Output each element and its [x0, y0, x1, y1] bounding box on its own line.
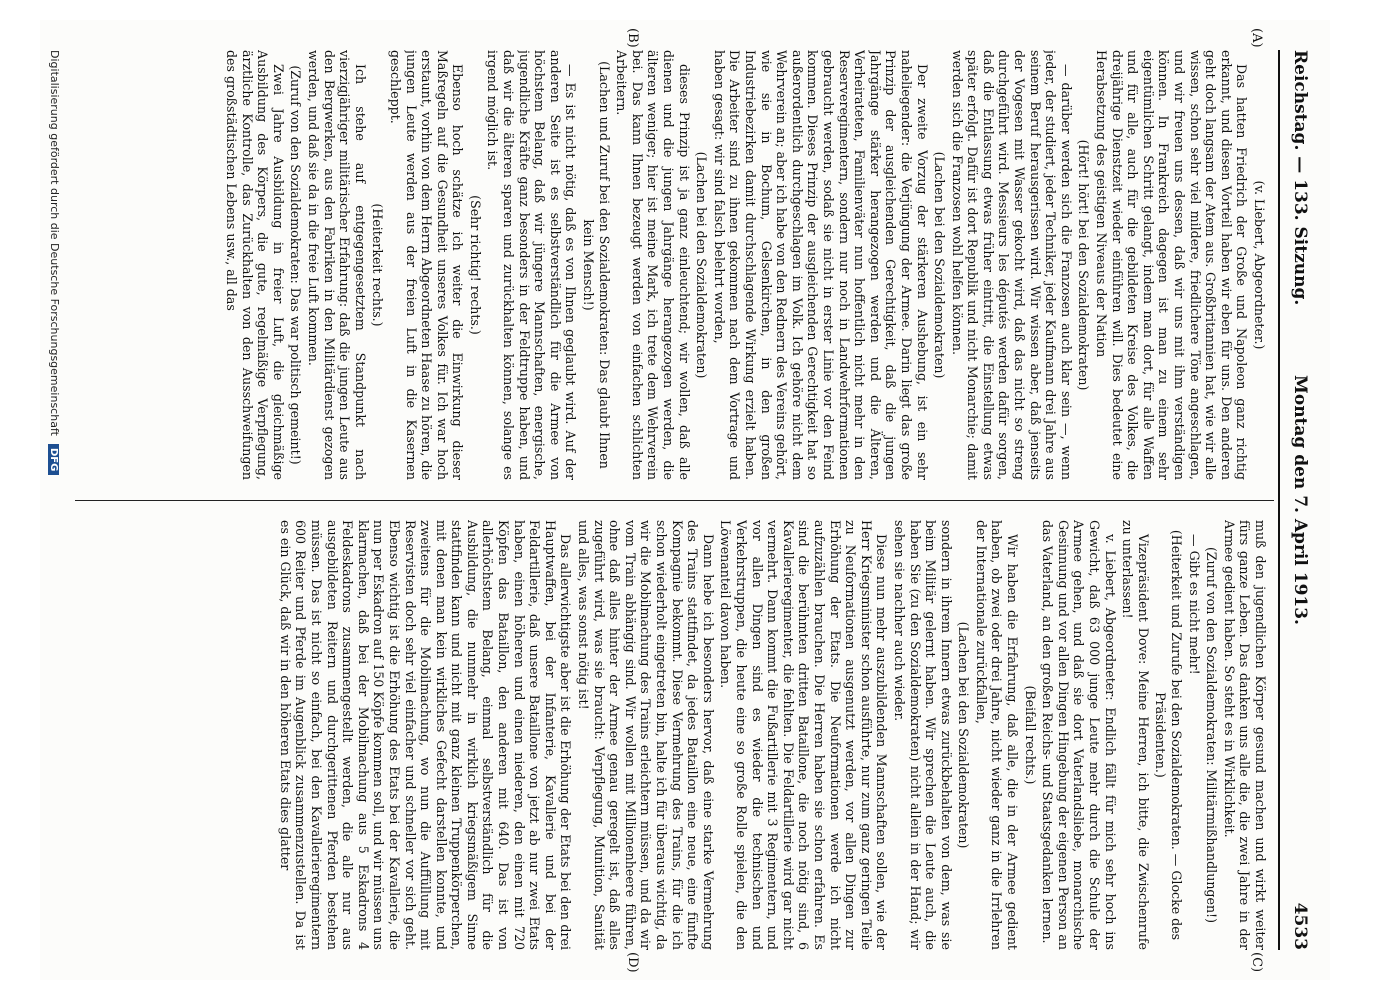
- margin-mark-b: (B): [625, 28, 640, 48]
- right-column: [70, 520, 1268, 950]
- stage-direction: (Zuruf von den Sozialdemokraten: Das war politisch gemeint!): [288, 65, 304, 465]
- stage-direction: (v. Liebert, Abgeordneter.): [1252, 180, 1267, 350]
- stage-direction: (Heiterkeit und Zurufe bei den Sozialdemokraten. — Glocke des Präsidenten.): [1153, 529, 1185, 941]
- paragraph: Vizepräsident Dove: Meine Herren, ich bitte, die Zwischenrufe zu unterlassen!: [1120, 520, 1151, 950]
- stage-direction: (Heiterkeit rechts.): [370, 203, 386, 327]
- paragraph: Ebenso hoch schätze ich weiter die Einwirkung dieser Maßregeln auf die Gesundheit unseres Volkes für. Ich war hoch erstaunt, vorhin von dem Herrn Abgeordneten Haase zu hören, die jungen Leute werden aus der freien Luft in die Kasernen geschleppt.: [387, 50, 466, 480]
- paragraph: Zwei Jahre Ausbildung in freier Luft, die gleichmäßige Ausbildung des Körpers, die gute, regelmäßige Verpflegung, ärztliche Kontrolle, das Zurückhalten von den Ausschweifungen des großstädtischen Lebens usw., all das: [224, 50, 286, 480]
- paragraph: v. Liebert, Abgeordneter: Endlich fällt für mich sehr hoch ins Gewicht, daß 63 000 junge Leute mehr durch die Schule der Armee gehen, und daß sie dort Vaterlandsliebe, monarchische Gesinnung und vor allen Dingen Hingebung der eigenen Person an das Vaterland, an den großen Reichs- und Staatsgedanken lernen.: [1040, 520, 1118, 950]
- page-number: 4533: [1290, 902, 1310, 950]
- credit-text: Digitalisierung gefördert durch die Deutsche Forschungsgemeinschaft: [48, 50, 61, 436]
- paragraph: — Es ist nicht nötig, daß es von Ihnen geglaubt wird. Auf der anderen Seite ist es selbstverständlich für die Armee von höchstem Belang, daß wir jüngere Mannschaften, energische, jugendliche Kräfte ganz besonders in der Feldtruppe haben, und daß wir die älteren sparen und zurückhalten können, solange es irgend möglich ist.: [485, 50, 579, 480]
- stage-direction: (Lachen und Zuruf bei den Sozialdemokraten: Das glaubt Ihnen kein Mensch!): [581, 61, 612, 469]
- paragraph: Wir haben die Erfahrung, daß alle, die in der Armee gedient haben, ob zwei oder drei Jahre, nicht wieder ganz in die Irrlehren der Internationale zurückfallen,: [973, 520, 1021, 950]
- header-session: Reichstag. — 133. Sitzung.: [1290, 50, 1310, 306]
- paragraph: muß den jugendlichen Körper gesund machen und wirkt weiter fürs ganze Leben. Das danken uns alle die, die zwei Jahre in der Armee gedient haben. So steht es in Wirklichkeit.: [1221, 520, 1268, 950]
- paragraph: Das allerwichtigste aber ist die Erhöhung der Etats bei den drei Hauptwaffen, bei der Infanterie, Kavallerie und bei der Feldartillerie, daß unsere Bataillone von jetzt ab nur zwei Etats haben, einen höheren und einen niederen, den einen mit 720 Köpfen das Bataillon, den anderen mit 640. Das ist von allerhöchstem Belang, einmal selbstverständlich für die Ausbildung, die nunmehr in wirklich kriegsmäßigem Sinne stattfinden kann und nicht mit ganz kleinen Truppenkörperchen, mit denen man kein wirkliches Gefecht darstellen konnte, und zweitens für die Mobilmachung, wo nun die Auffüllung mit Reservisten doch sehr viel einfacher und schneller vor sich geht. Ebenso wichtig ist die Erhöhung des Etats bei der Kavallerie, die nun per Eskadron auf 150 Köpfe kommen soll, und wir müssen uns klarmachen, daß bei der Mobilmachung aus 5 Eskadrons 4 Feldeskadrons zusammengestellt werden, die alle nur aus ausgebildeten Reitern und durchgerittenen Pferden bestehen müssen. Das ist nicht so einfach, bei den Kavallerieregimentern 600 Reiter und Pferde im Augenblick zusammenzustellen. Da ist es ein Glück, daß wir in den höheren Etats dies glatter: [277, 520, 574, 950]
- margin-mark-a: (A): [1249, 28, 1264, 48]
- margin-mark-d: (D): [625, 952, 640, 973]
- paragraph: Dann hebe ich besonders hervor, daß eine starke Vermehrung des Trains stattfindet, da jedes Bataillon eine neue, eine fünfte Kompagnie bekommt. Diese Vermehrung des Trains, für die ich schon wiederholt eingetreten bin, halte ich für überaus wichtig, da wir die Mobilmachung des Trains erleichtern müssen, und da wir vom Train abhängig sind. Wir wollen mit Millionenheere führen, ohne daß alles hinter der Armee genau geregelt ist, daß alles zugeführt wird, was sie braucht: Verpflegung, Munition, Sanität und alles, was sonst nötig ist!: [576, 520, 716, 950]
- stage-direction: (Hört! hört! bei den Sozialdemokraten): [1076, 139, 1092, 391]
- paragraph: sondern in ihrem Innern etwas zurückbehalten von dem, was sie beim Militär gelernt haben. Wir sprechen die Leute auch, die haben Sie (zu den Sozialdemokraten) nicht allein in der Hand; wir sehen sie nachher auch wieder.: [891, 520, 954, 950]
- stage-direction: (Sehr richtig! rechts.): [467, 195, 483, 335]
- header-rule: [1278, 50, 1280, 950]
- paragraph: Diese nun mehr auszubildenden Mannschaften sollen, wie der Herr Kriegsminister schon ausführte, nur zum ganz geringen Teile zu Neuformationen ausgenutzt werden, vor allen Dingen zur Erhöhung der Etats. Die Neuformationen werde ich nicht aufzuzählen brauchen. Die Herren haben sie schon erfahren. Es sind die berühmten dritten Bataillone, die noch nötig sind, 6 Kavallerieregimenter, die fehlten. Die Feldartillerie wird gar nicht vermehrt. Dann kommt die Fußartillerie mit 3 Regimentern, und vor allen Dingen sind es wieder die technischen und Verkehrstruppen, die heute eine so große Rolle spielen, die den Löwenanteil davon haben.: [718, 520, 890, 950]
- dfg-logo: DFG: [48, 444, 59, 475]
- paragraph: Der zweite Vorzug der stärkeren Aushebung, ist ein sehr naheliegender: die Verjüngung der Armee. Darin liegt das große Prinzip der ausgleichenden Gerechtigkeit, daß die jungen Jahrgänge stärker herangezogen werden und die Älteren, Verheirateten, Familienväter nun hoffentlich nicht mehr in den Reserveregimentern, sondern nur noch in Landwehrformationen gebraucht werden, sodaß sie nicht in erster Linie vor den Feind kommen. Dieses Prinzip der ausgleichenden Gerechtigkeit hat so außerordentlich durchgeschlagen im Volk. Ich gehöre nicht dem Wehrverein an; aber ich habe von den Rednern des Vereins gehört, wie sie in Bochum, Gelsenkirchen, in den großen Industriebezirken damit durchschlagende Wirkung erzielt haben. Die Arbeiter sind zu ihnen gekommen nach dem Vortrage und haben gesagt: wir sind falsch belehrt worden,: [711, 50, 930, 480]
- stage-direction: (Beifall rechts.): [1022, 685, 1038, 785]
- header-date: Montag den 7. April 1913.: [1290, 375, 1310, 625]
- stage-direction: (Lachen bei den Sozialdemokraten): [694, 151, 710, 379]
- margin-mark-c: (C): [1249, 952, 1264, 973]
- stage-direction: (Lachen bei den Sozialdemokraten): [932, 151, 948, 379]
- digitization-credit: [48, 50, 61, 475]
- column-divider: [75, 500, 1274, 501]
- left-column: [70, 50, 1268, 480]
- scanned-page: [40, 20, 1330, 980]
- paragraph: — darüber werden sich die Franzosen auch klar sein —, wenn jeder, der studiert, jeder Techniker, jeder Kaufmann drei Jahre aus seinem Beruf herausgerissen wird. Wir wissen aber, daß jenseits der Vogesen mit Wasser gekocht wird, daß das nicht so streng durchgeführt wird. Messieurs les députés werden dafür sorgen, daß die Entlassung etwas früher eintritt, die Einstellung etwas später erfolgt. Dafür ist dort Republik und nicht Monarchie; damit werden sich die Franzosen wohl helfen können.: [949, 50, 1074, 480]
- paragraph: — Gibt es nicht mehr!: [1186, 534, 1202, 675]
- stage-direction: (Lachen bei den Sozialdemokraten): [956, 621, 972, 849]
- paragraph: dieses Prinzip ist ja ganz einleuchtend; wir wollen, daß alle dienen und die jungen Jahrgänge herangezogen werden, die älteren weniger; hier ist meine Mark, ich trete dem Wehrverein bei. Das kann Ihnen bezeugt werden von einfachen schlichten Arbeitern.: [614, 50, 692, 480]
- stage-direction: (Zuruf von den Sozialdemokraten: Militärmißhandlungen!): [1204, 546, 1220, 924]
- running-head: [1286, 50, 1310, 950]
- paragraph: Das hatten Friedrich der Große und Napoleon ganz richtig erkannt, und diesen Vorteil haben wir eben für uns. Den anderen geht doch langsam der Atem aus. Großbritannien hat, wie wir alle wissen, schon sehr viel mildere, friedlichere Töne angeschlagen, und wir freuen uns dessen, daß wir uns mit ihm verständigen können. In Frankreich dagegen ist man zu einem sehr eigentümlichen Schritt gelangt, indem man dort, für alle Waffen und für alle, auch für die gebildeten Kreise des Volkes, die dreijährige Dienstzeit wieder einführen will. Dies bedeutet eine Herabsetzung des geistigen Niveaus der Nation: [1094, 50, 1250, 480]
- paragraph: Ich stehe auf entgegengesetztem Standpunkt nach vierzigjähriger militärischer Erfahrung: daß die jungen Leute aus den Bergwerken, aus den Fabriken in den Militärdienst gezogen werden, und daß sie da in die freie Luft kommen.: [305, 50, 368, 480]
